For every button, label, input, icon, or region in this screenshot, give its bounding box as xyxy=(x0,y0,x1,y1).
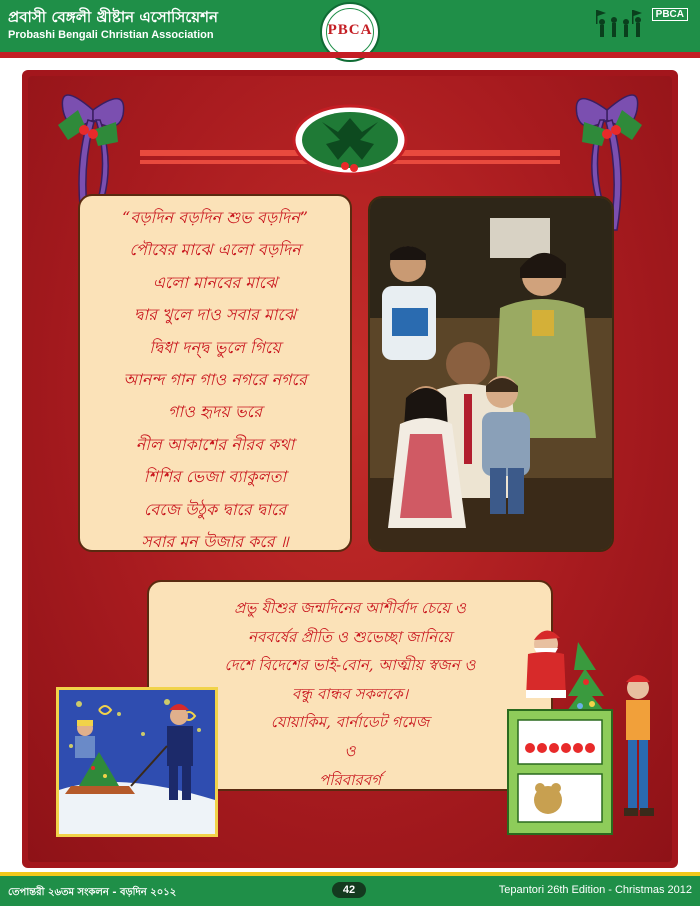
greeting-line-2: নববর্ষের প্রীতি ও শুভেচ্ছা জানিয়ে xyxy=(248,627,452,646)
greeting-line-7: পরিবারবর্গ xyxy=(319,770,381,789)
winter-sled-card xyxy=(56,687,218,837)
poem-line-4: দ্বার খুলে দাও সবার মাঝে xyxy=(134,305,296,325)
greeting-line-4: বন্ধু বান্ধব সকলকে। xyxy=(291,684,409,703)
greeting-line-6: ও xyxy=(344,741,356,760)
header-title-english: Probashi Bengali Christian Association xyxy=(8,29,214,41)
header-bar xyxy=(0,0,700,52)
poem-line-2: পৌষের মাঝে এলো বড়দিন xyxy=(129,240,301,260)
poem-line-10: বেজে উঠুক দ্বারে দ্বারে xyxy=(143,499,287,519)
footer-edition-english: Tepantori 26th Edition - Christmas 2012 xyxy=(498,884,692,896)
poem-line-3: এলো মানবের মাঝে xyxy=(152,272,278,292)
greeting-line-3: দেশে বিদেশের ভাই-বোন, আত্মীয় স্বজন ও xyxy=(224,656,476,675)
poem-line-11: সবার মন উজার করে ॥ xyxy=(141,532,289,552)
holly-emblem xyxy=(140,100,560,186)
header-title-bengali: প্রবাসী বেঙ্গলী খ্রীষ্টান এসোসিয়েশন xyxy=(8,8,218,26)
poem-box xyxy=(78,194,352,552)
footer-stripe xyxy=(0,872,700,876)
association-logo-text: PBCA xyxy=(327,22,373,38)
footer-edition-bengali: তেপান্তরী ২৬তম সংকলন - বড়দিন ২০১২ xyxy=(8,887,177,898)
poem-line-9: শিশির ভেজা ব্যাকুলতা xyxy=(143,467,287,487)
poem-line-1: “বড়দিন বড়দিন শুভ বড়দিন” xyxy=(122,208,308,227)
poem-line-8: নীল আকাশের নীরব কথা xyxy=(135,434,295,454)
corner-logo-text: PBCA xyxy=(652,8,688,21)
greeting-line-5: যোয়াকিম, বার্নাডেট গমেজ xyxy=(270,713,430,732)
greeting-line-1: প্রভু যীশুর জন্মদিনের আশীর্বাদ চেয়ে ও xyxy=(234,599,466,617)
poem-line-6: আনন্দ গান গাও নগরে নগরে xyxy=(123,370,307,390)
santa-shelf-illustration xyxy=(496,620,668,838)
corner-logo xyxy=(592,8,692,48)
page-number: 42 xyxy=(332,882,366,898)
poem-lines xyxy=(80,202,350,558)
header-stripe xyxy=(0,52,700,58)
footer-bar xyxy=(0,872,700,906)
family-photo xyxy=(368,196,614,552)
poem-line-5: দ্বিধা দন্দ্ব ভুলে গিয়ে xyxy=(149,337,281,357)
poem-line-7: গাও হৃদয় ভরে xyxy=(167,402,263,422)
